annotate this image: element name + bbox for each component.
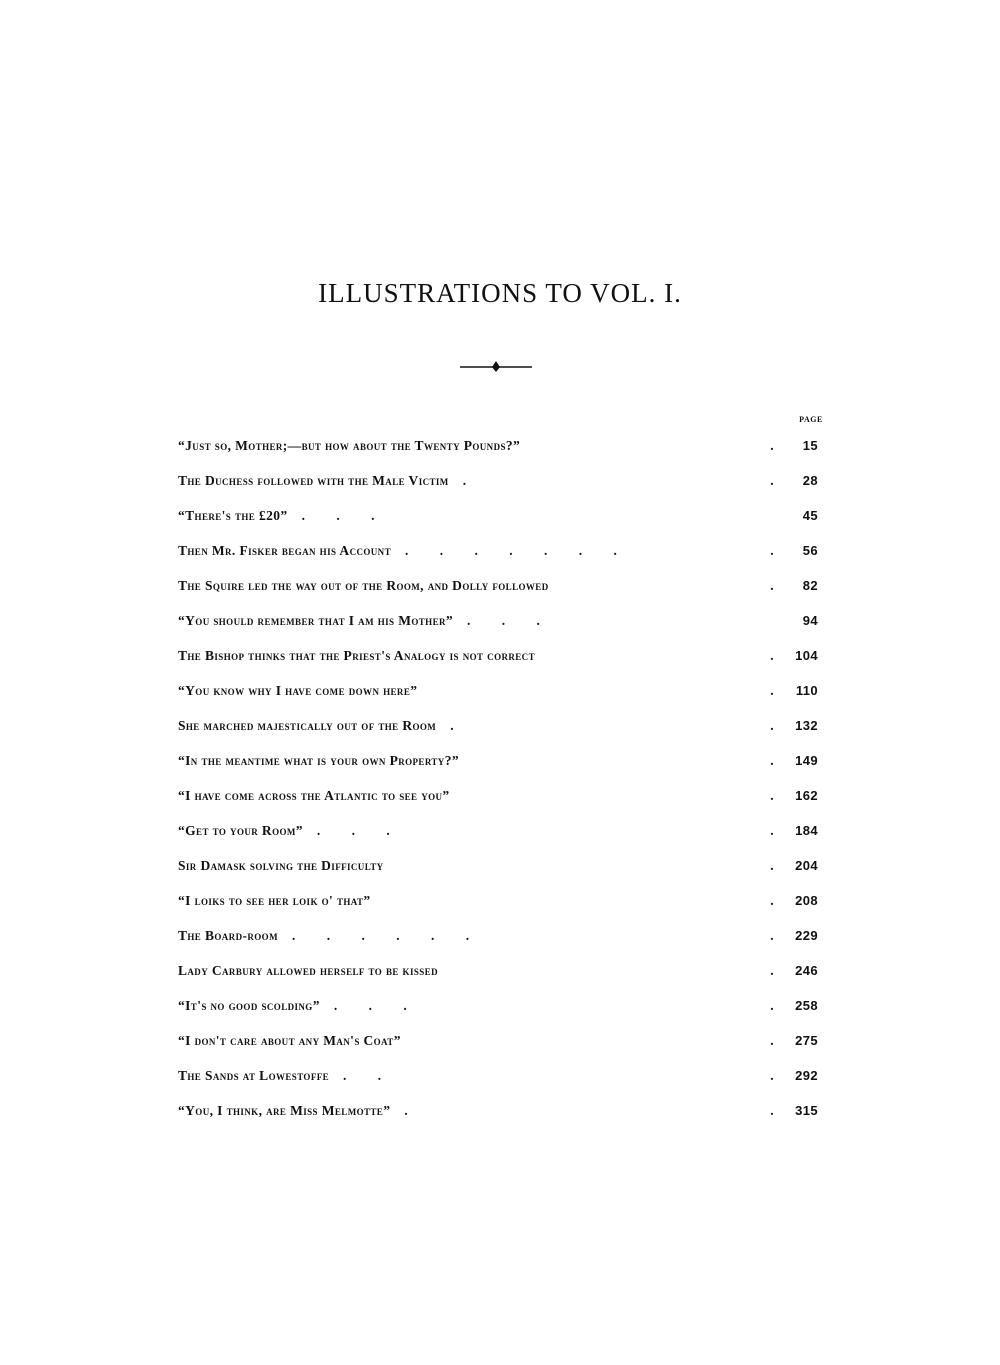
entry-title: “You know why I have come down here” — [178, 682, 418, 698]
list-item — [178, 428, 828, 463]
entry-leader-dots: . . — [343, 1067, 396, 1083]
entry-title: The Duchess followed with the Male Victim — [178, 472, 449, 488]
entry-page-number: 15 — [802, 438, 818, 453]
divider-ornament-icon — [460, 358, 532, 374]
list-item — [178, 568, 828, 603]
entry-title: “In the meantime what is your own Property?” — [178, 752, 460, 768]
list-item — [178, 1058, 828, 1093]
entry-leader-dot: . — [770, 472, 774, 488]
entry-page-number: 82 — [802, 578, 818, 593]
entry-title: The Squire led the way out of the Room, and Dolly followed — [178, 577, 549, 593]
entry-page-number: 246 — [795, 963, 818, 978]
entry-leader-dot: . — [770, 542, 774, 558]
entry-page-number: 204 — [795, 858, 818, 873]
entry-leader-dot: . — [770, 647, 774, 663]
entry-page-number: 28 — [802, 473, 818, 488]
entry-leader-dots: . — [462, 472, 481, 488]
list-item — [178, 848, 828, 883]
entry-page-number: 292 — [795, 1068, 818, 1083]
entry-page-number: 110 — [795, 683, 818, 698]
entry-title: “I have come across the Atlantic to see you” — [178, 787, 450, 803]
list-item — [178, 743, 828, 778]
entry-page-number: 149 — [795, 753, 818, 768]
list-item — [178, 463, 828, 498]
entry-page-number: 184 — [795, 823, 818, 838]
entry-leader-dot: . — [770, 892, 774, 908]
entry-page-number: 315 — [795, 1103, 818, 1118]
entry-page-number: 275 — [795, 1033, 818, 1048]
entry-title: Sir Damask solving the Difficulty — [178, 857, 384, 873]
entry-title: The Sands at Lowestoffe — [178, 1067, 330, 1083]
entry-page-number: 208 — [795, 893, 818, 908]
list-item — [178, 953, 828, 988]
entry-title: “It's no good scolding” — [178, 997, 320, 1013]
entry-leader-dot: . — [770, 857, 774, 873]
entry-title: “Get to your Room” — [178, 822, 303, 838]
entry-leader-dot: . — [770, 997, 774, 1013]
page-column-label: PAGE — [799, 415, 823, 424]
entry-leader-dot: . — [770, 437, 774, 453]
list-item — [178, 813, 828, 848]
entry-title: Lady Carbury allowed herself to be kissed — [178, 962, 438, 978]
entry-leader-dot: . — [770, 577, 774, 593]
list-item — [178, 988, 828, 1023]
entry-page-number: 104 — [795, 648, 818, 663]
entry-leader-dot: . — [770, 822, 774, 838]
list-item — [178, 533, 828, 568]
entry-leader-dots: . . . — [333, 997, 421, 1013]
entry-title: She marched majestically out of the Room — [178, 717, 437, 733]
entry-title: “There's the £20” — [178, 507, 288, 523]
entry-leader-dots: . . . . . . — [291, 927, 484, 943]
entry-leader-dots: . . . — [316, 822, 404, 838]
entry-page-number: 229 — [795, 928, 818, 943]
entry-leader-dot: . — [770, 1032, 774, 1048]
entry-leader-dot: . — [770, 787, 774, 803]
entry-title: Then Mr. Fisker began his Account — [178, 542, 391, 558]
entry-page-number: 45 — [802, 508, 818, 523]
entry-leader-dot: . — [770, 717, 774, 733]
list-item — [178, 638, 828, 673]
entry-leader-dot: . — [770, 752, 774, 768]
entry-title: “You should remember that I am his Mother” — [178, 612, 454, 628]
list-item — [178, 1023, 828, 1058]
entry-leader-dots: . — [404, 1102, 422, 1118]
entry-title: The Board-room — [178, 927, 278, 943]
entry-leader-dots: . . . . . . . — [404, 542, 631, 558]
list-item — [178, 603, 828, 638]
entry-leader-dot: . — [770, 927, 774, 943]
entry-title: “Just so, Mother;—but how about the Twenty Pounds?” — [178, 437, 521, 453]
entry-page-number: 258 — [795, 998, 818, 1013]
illustrations-list — [178, 428, 828, 1128]
entry-title: The Bishop thinks that the Priest's Analogy is not correct — [178, 647, 535, 663]
list-item — [178, 778, 828, 813]
list-item — [178, 883, 828, 918]
entry-page-number: 162 — [795, 788, 818, 803]
entry-leader-dots: . . . — [467, 612, 554, 628]
list-item — [178, 918, 828, 953]
list-item — [178, 498, 828, 533]
entry-leader-dots: . — [450, 717, 468, 733]
entry-leader-dot: . — [770, 962, 774, 978]
entry-leader-dot: . — [770, 1102, 774, 1118]
entry-title: “I loiks to see her loik o' that” — [178, 892, 371, 908]
entry-title: “You, I think, are Miss Melmotte” — [178, 1102, 391, 1118]
entry-leader-dot: . — [770, 682, 774, 698]
entry-page-number: 56 — [802, 543, 818, 558]
list-item — [178, 1093, 828, 1128]
entry-leader-dots: . . . — [301, 507, 389, 523]
list-item — [178, 708, 828, 743]
entry-page-number: 94 — [802, 613, 818, 628]
entry-leader-dot: . — [770, 1067, 774, 1083]
list-item — [178, 673, 828, 708]
entry-page-number: 132 — [795, 718, 818, 733]
page-title: ILLUSTRATIONS TO VOL. I. — [318, 278, 682, 308]
entry-title: “I don't care about any Man's Coat” — [178, 1032, 401, 1048]
